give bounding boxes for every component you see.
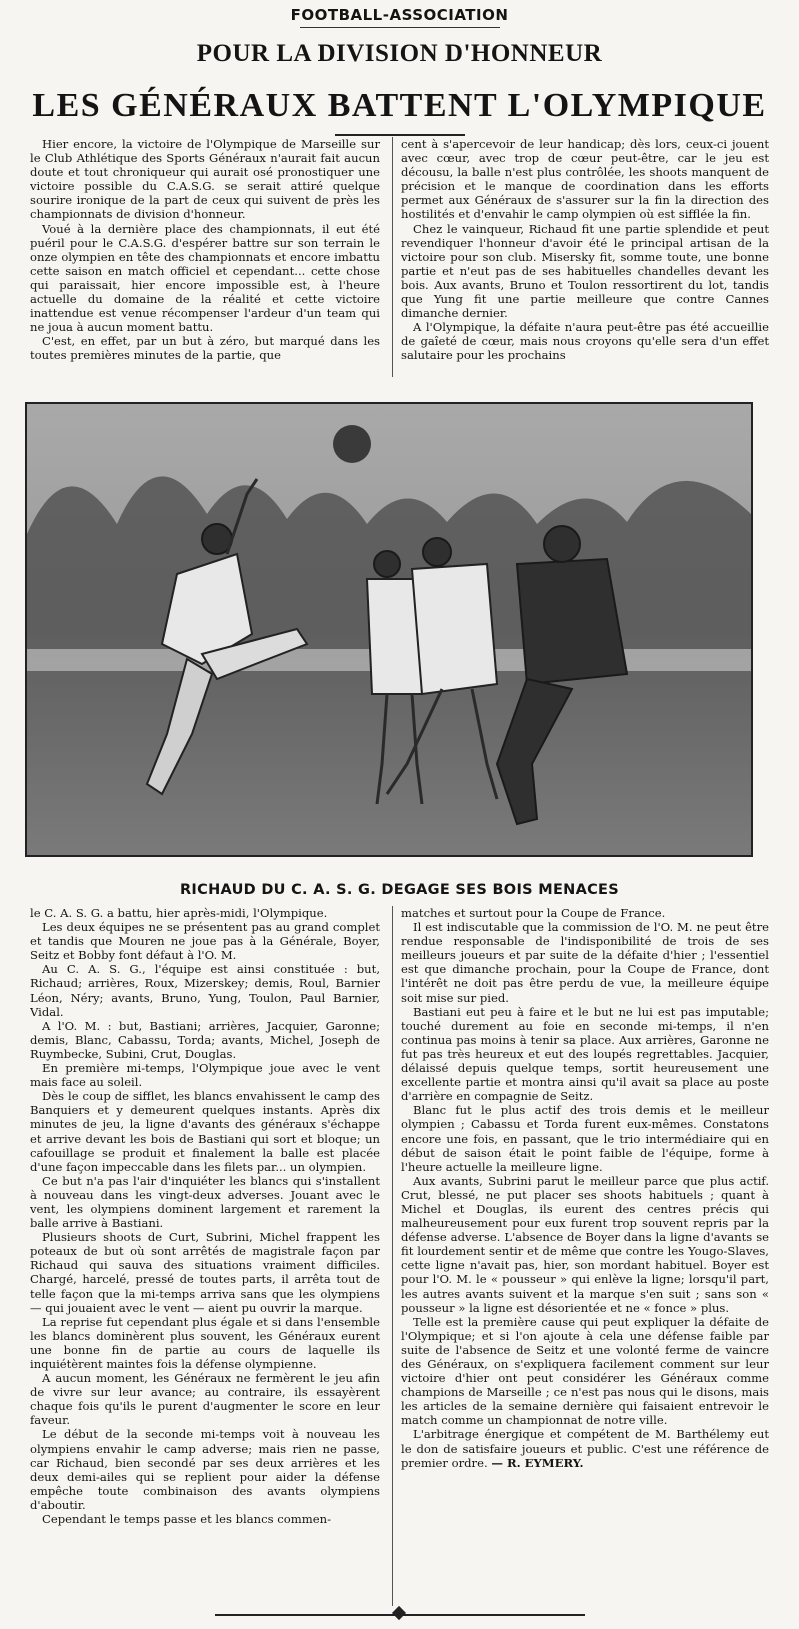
column-divider — [392, 906, 393, 1606]
bottom-right-column — [401, 906, 769, 1606]
closing-text: L'arbitrage énergique et compétent de M. Barthélemy eut le don de satisfaire joueurs et public. C'est une référence de premier ordre. — [401, 1427, 769, 1470]
footer-ornament — [392, 1606, 406, 1620]
photo-caption: RICHAUD DU C. A. S. G. DEGAGE SES BOIS MENACES — [179, 882, 620, 898]
paragraph: En première mi-temps, l'Olympique joue avec le vent mais face au soleil. — [30, 1061, 380, 1090]
paragraph: Les deux équipes ne se présentent pas au grand complet et tandis que Mouren ne joue pas à la Générale, Boyer, Seitz et Bobby font défaut à l'O. M. — [30, 920, 380, 963]
paragraph: A l'Olympique, la défaite n'aura peut-être pas été accueillie de gaîeté de cœur, mais nous croyons qu'elle sera d'un effet salutaire pour les prochains — [401, 320, 769, 363]
article-subhead: POUR LA DIVISION D'HONNEUR — [196, 40, 603, 67]
paragraph: La reprise fut cependant plus égale et si dans l'ensemble les blancs dominèrent plus souvent, les Généraux eurent une bonne fin de partie au cours de laquelle ils inquiétèrent maintes fois la défense olympienne. — [30, 1314, 380, 1371]
author-signature: — R. EYMERY. — [491, 1455, 584, 1470]
section-kicker: FOOTBALL-ASSOCIATION — [290, 6, 509, 24]
paragraph: Hier encore, la victoire de l'Olympique de Marseille sur le Club Athlétique des Sports Généraux n'aurait fait aucun doute et tout chroniqueur qui aurait osé pronostiquer une victoire possible du C.A.S.G. se serait attiré quelque sourire ironique de la part de ceux qui suivent de près les championnats de division d'honneur. — [30, 137, 380, 222]
paragraph: Telle est la première cause qui peut expliquer la défaite de l'Olympique; et si l'on ajoute à cela une défense faible par suite de l'absence de Seitz et une volonté ferme de vaincre des Généraux, on s'expliquera facilement comment sur leur victoire d'hier ont peut considérer les Généraux comme champions de Marseille ; ce n'est pas nous qui le disons, mais les articles de la semaine dernière qui faisaient entrevoir le match comme un championnat de notre ville. — [401, 1314, 769, 1428]
paragraph: Au C. A. S. G., l'équipe est ainsi constituée : but, Richaud; arrières, Roux, Mizerskey; demis, Roul, Barnier Léon, Néry; avants, Bruno, Yung, Toulon, Paul Barnier, Vidal. — [30, 962, 380, 1019]
paragraph: Ce but n'a pas l'air d'inquiéter les blancs qui s'installent à nouveau dans les vingt-deux adverses. Jouant avec le vent, les olympiens dominent largement et rarement la balle arrive à Bastiani. — [30, 1173, 380, 1231]
paragraph: Il est indiscutable que la commission de l'O. M. ne peut être rendue responsable de l'indisponibilité de trois de ses meilleurs joueurs et par suite de la défaite d'hier ; l'essentiel est que dimanche prochain, pour la Coupe de France, dont l'intérêt ne doit pas être perdu de vue, la meilleure équipe soit mise sur pied. — [401, 920, 769, 1005]
paragraph: A aucun moment, les Généraux ne fermèrent le jeu afin de vivre sur leur avance; au contraire, ils essayèrent chaque fois qu'ils le purent d'augmenter le score en leur faveur. — [30, 1371, 380, 1428]
paragraph: le C. A. S. G. a battu, hier après-midi, l'Olympique. — [30, 906, 328, 920]
headline-rule — [335, 134, 465, 136]
paragraph: Aux avants, Subrini parut le meilleur parce que plus actif. Crut, blessé, ne put placer ses shoots habituels ; quant à Michel et Douglas, ils eurent des centres précis qui malheureusement pour eux furent trop souvent repris par la défense adverse. L'absence de Boyer dans la ligne d'avants se fit lourdement sentir et de même que contre les Yougo-Slaves, cette ligne n'avait pas, hier, son mordant habituel. Boyer est pour l'O. M. le « pousseur » qui enlève la ligne; lorsqu'il part, les autres avants suivent et la marque s'en suit ; sans son « pousseur » la ligne est désorientée et ne « fonce » plus. — [401, 1173, 769, 1315]
column-divider — [392, 137, 393, 377]
paragraph: Dès le coup de sifflet, les blancs envahissent le camp des Banquiers et y demeurent quelques instants. Après dix minutes de jeu, la ligne d'avants des généraux s'échappe et arrive devant les bois de Bastiani qui sort et bloque; un cafouillage se produit et finalement la balle est placée d'une façon impeccable dans les filets par... un olympien. — [30, 1089, 380, 1174]
paragraph: matches et surtout pour la Coupe de France. — [401, 906, 666, 920]
paragraph: A l'O. M. : but, Bastiani; arrières, Jacquier, Garonne; demis, Blanc, Cabassu, Torda; avants, Michel, Joseph de Ruymbecke, Subini, Crut, Douglas. — [30, 1018, 380, 1061]
paragraph: Blanc fut le plus actif des trois demis et le meilleur olympien ; Cabassu et Torda furent eux-mêmes. Constatons encore une fois, en passant, que le trio intermédiaire qui en début de saison était le point faible de l'équipe, forme à l'heure actuelle la meilleure ligne. — [401, 1103, 769, 1174]
paragraph: Bastiani eut peu à faire et le but ne lui est pas imputable; touché durement au foie en seconde mi-temps, il n'en continua pas moins à tenir sa place. Aux arrières, Garonne ne fut pas très heureux et eut des loupés regrettables. Jacquier, délaissé depuis quelque temps, sortit heureusement une excellente partie et montra ainsi qu'il avait sa place au poste d'arrière en compagnie de Seitz. — [401, 1004, 769, 1104]
paragraph: Cependant le temps passe et les blancs commen- — [42, 1512, 331, 1527]
paragraph: Le début de la seconde mi-temps voit à nouveau les olympiens envahir le camp adverse; mais rien ne passe, car Richaud, bien secondé par ses deux arrières et les deux demi-ailes qui se replient pour aider la défense empêche toute combinaison des avants olympiens d'aboutir. — [30, 1427, 380, 1512]
photo-image — [27, 404, 751, 855]
paragraph: cent à s'apercevoir de leur handicap; dès lors, ceux-ci jouent avec cœur, avec trop de cœur peut-être, car le jeu est décousu, la balle n'est plus contrôlée, les shoots manquent de précision et le manque de coordination dans les efforts permet aux Généraux de s'assurer sur la fin la direction des hostilités et d'envahir le camp olympien où est sifflée la fin. — [401, 137, 769, 222]
paragraph — [401, 1427, 769, 1469]
paragraph: C'est, en effet, par un but à zéro, but marqué dans les toutes premières minutes de la partie, que — [30, 334, 380, 363]
top-left-column — [30, 137, 380, 375]
article-headline: LES GÉNÉRAUX BATTENT L'OLYMPIQUE — [32, 87, 767, 124]
paragraph: Chez le vainqueur, Richaud fit une partie splendide et peut revendiquer l'honneur d'avoir été le principal artisan de la victoire pour son club. Misersky fit, somme toute, une bonne partie et n'eut pas de ses habituelles chandelles devant les bois. Aux avants, Bruno et Toulon ressortirent du lot, tandis que Yung fit une partie meilleure que contre Cannes dimanche dernier. — [401, 221, 769, 321]
paragraph: Voué à la dernière place des championnats, il eut été puéril pour le C.A.S.G. d'espérer battre sur son terrain le onze olympien en tête des championnats et encore imbattu cette saison en match officiel et cependant... cette chose qui paraissait, hier encore impossible est, à l'heure actuelle du domaine de la réalité et cette victoire inattendue est venue récompenser l'ardeur d'un team qui ne joua à aucun moment battu. — [30, 221, 380, 335]
paragraph: Plusieurs shoots de Curt, Subrini, Michel frappent les poteaux de but où sont arrêtés de magistrale façon par Richaud qui sauva des situations vraiment difficiles. Chargé, harcelé, pressé de toutes parts, il arrêta tout de telle façon que la mi-temps arriva sans que les olympiens — qui jouaient avec le vent — aient pu ouvrir la marque. — [30, 1230, 380, 1315]
bottom-left-column — [30, 906, 380, 1606]
top-right-column — [401, 137, 769, 375]
match-photo — [25, 402, 753, 857]
kicker-rule — [300, 27, 500, 28]
